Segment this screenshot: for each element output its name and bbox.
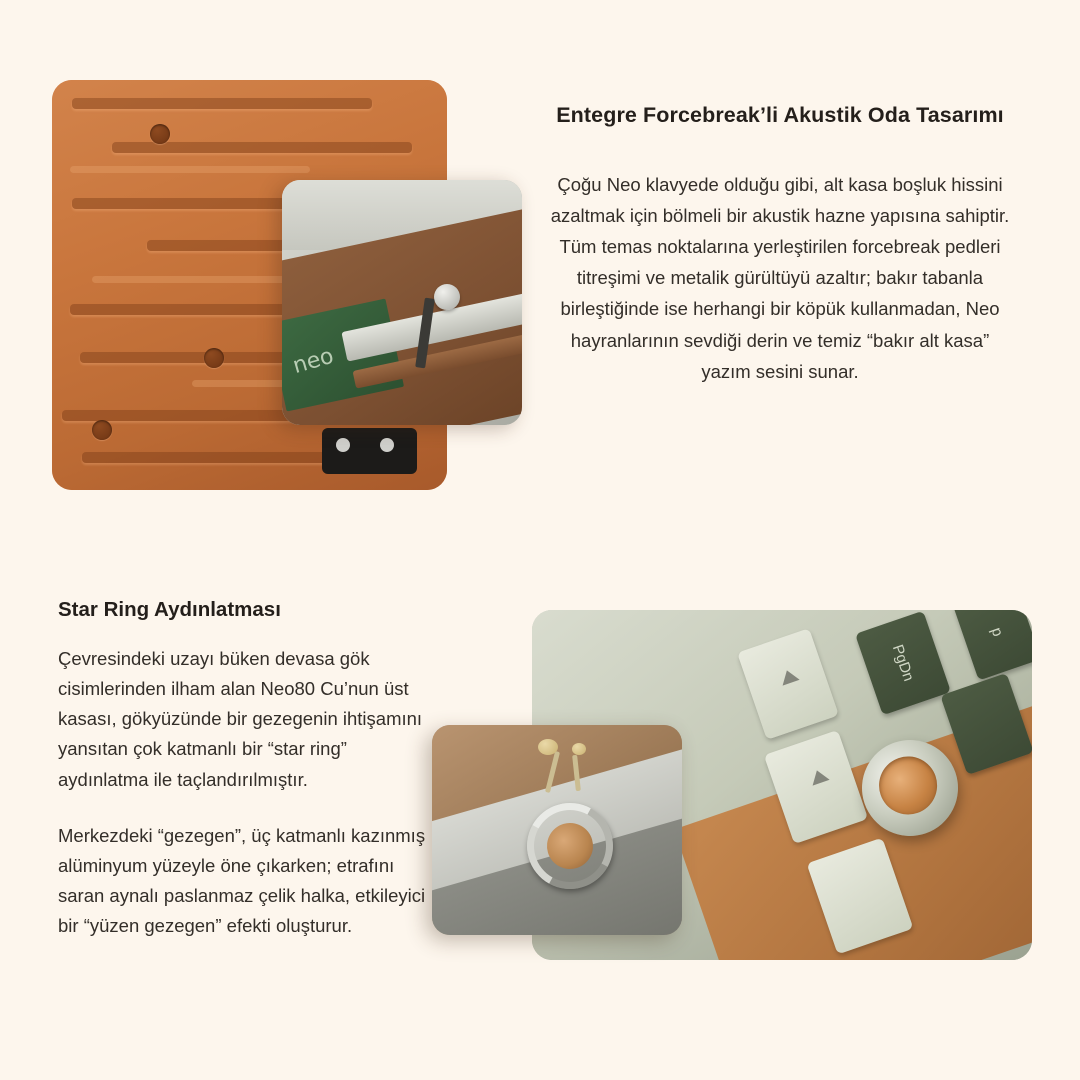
forcebreak-detail-photo bbox=[282, 180, 522, 425]
section-star-ring bbox=[0, 570, 1080, 1080]
screw-icon bbox=[434, 284, 460, 310]
acoustic-image-stack bbox=[52, 80, 522, 495]
keycap-p-label: p bbox=[987, 625, 1007, 639]
star-ring-text-column bbox=[58, 598, 438, 941]
acoustic-heading: Entegre Forcebreak’li Akustik Oda Tasarımı bbox=[556, 103, 1004, 127]
acoustic-body: Çoğu Neo klavyede olduğu gibi, alt kasa boşluk hissini azaltmak için bölmeli bir akustik hazne yapısına sahiptir. Tüm temas noktalarına yerleştirilen forcebreak pedleri titreşimi ve metalik gürültüyü azaltır; bakır tabanla birleştiğinde ise herhangi bir köpük kullanmadan, Neo hayranlarının sevdiği derin ve temiz “bakır alt kasa” yazım sesini sunar. bbox=[550, 174, 1010, 382]
keycap-pgdn-label: PgDn bbox=[888, 642, 918, 684]
switch-socket bbox=[322, 428, 417, 474]
brass-pin-1 bbox=[538, 739, 558, 755]
star-ring-body-1: Çevresindeki uzayı büken devasa gök cisimlerinden ilham alan Neo80 Cu’nun üst kasası, gökyüzünde bir gezegenin ihtişamını yansıtan çok katmanlı bir “star ring” aydınlatma ile taçlandırılmıştır. bbox=[58, 648, 423, 790]
star-ring-heading: Star Ring Aydınlatması bbox=[58, 598, 281, 621]
star-ring-detail-photo bbox=[432, 725, 682, 935]
star-ring-body-2: Merkezdeki “gezegen”, üç katmanlı kazınmış alüminyum yüzeyle öne çıkarken; etrafını saran aynalı paslanmaz çelik halka, etkileyici bir “yüzen gezegen” efekti oluşturur. bbox=[58, 824, 426, 937]
pcb-neo-label: neo bbox=[290, 343, 337, 380]
brass-pin-2 bbox=[572, 743, 586, 755]
acoustic-text-column bbox=[545, 100, 1015, 387]
star-ring-image-stack bbox=[432, 610, 1032, 960]
